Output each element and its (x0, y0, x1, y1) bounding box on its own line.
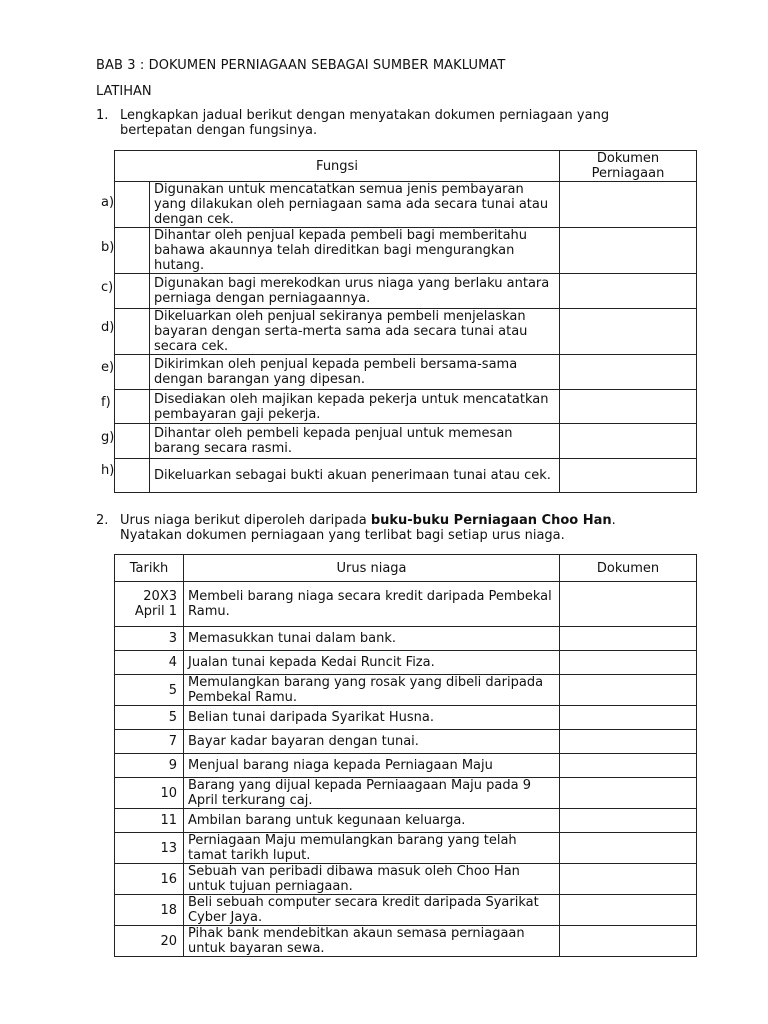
answer-cell[interactable] (560, 809, 697, 833)
answer-cell[interactable] (560, 926, 697, 957)
header-urus-niaga: Urus niaga (184, 555, 560, 582)
answer-cell[interactable] (560, 309, 697, 355)
date-cell: 4 (115, 651, 184, 675)
function-text: Digunakan bagi merekodkan urus niaga yang berlaku antara perniaga dengan perniagaannya. (150, 274, 560, 309)
transaction-text: Jualan tunai kepada Kedai Runcit Fiza. (184, 651, 560, 675)
answer-cell[interactable] (560, 274, 697, 309)
row-label-d: d) (101, 320, 115, 335)
date-cell: 5 (115, 675, 184, 706)
page-title: BAB 3 : DOKUMEN PERNIAGAAN SEBAGAI SUMBER MAKLUMAT (96, 58, 506, 73)
function-text: Dihantar oleh penjual kepada pembeli bagi memberitahu bahawa akaunnya telah direditkan bagi mengurangkan hutang. (150, 228, 560, 274)
row-label-e: e) (101, 360, 115, 375)
transaction-text: Bayar kadar bayaran dengan tunai. (184, 730, 560, 754)
answer-cell[interactable] (560, 424, 697, 459)
answer-cell[interactable] (560, 651, 697, 675)
answer-cell[interactable] (560, 582, 697, 627)
date-cell: 7 (115, 730, 184, 754)
question-number: 1. (96, 108, 109, 123)
transaction-text: Sebuah van peribadi dibawa masuk oleh Choo Han untuk tujuan perniagaan. (184, 864, 560, 895)
date-cell: 9 (115, 754, 184, 778)
transaction-text: Memasukkan tunai dalam bank. (184, 627, 560, 651)
table-row (115, 809, 697, 833)
function-text: Dikirimkan oleh penjual kepada pembeli bersama-sama dengan barangan yang dipesan. (150, 355, 560, 390)
question-text-line2: Nyatakan dokumen perniagaan yang terlibat bagi setiap urus niaga. (120, 528, 565, 543)
transaction-text: Beli sebuah computer secara kredit daripada Syarikat Cyber Jaya. (184, 895, 560, 926)
table-header-row (115, 151, 697, 182)
answer-cell[interactable] (560, 730, 697, 754)
function-text: Dihantar oleh pembeli kepada penjual untuk memesan barang secara rasmi. (150, 424, 560, 459)
date-cell: 3 (115, 627, 184, 651)
date-cell: 11 (115, 809, 184, 833)
row-label (115, 309, 150, 355)
table-row (115, 390, 697, 424)
row-label (115, 274, 150, 309)
answer-cell[interactable] (560, 355, 697, 390)
question-number: 2. (96, 513, 109, 528)
header-fungsi: Fungsi (115, 151, 560, 182)
row-label (115, 424, 150, 459)
date-cell: 20X3 April 1 (115, 582, 184, 627)
row-label (115, 182, 150, 228)
answer-cell[interactable] (560, 228, 697, 274)
answer-cell[interactable] (560, 778, 697, 809)
answer-cell[interactable] (560, 754, 697, 778)
function-text: Dikeluarkan sebagai bukti akuan penerimaan tunai atau cek. (150, 459, 560, 493)
table-row (115, 309, 697, 355)
header-dokumen: Dokumen (560, 555, 697, 582)
answer-cell[interactable] (560, 390, 697, 424)
transaction-text: Menjual barang niaga kepada Perniagaan Maju (184, 754, 560, 778)
transaction-text: Pihak bank mendebitkan akaun semasa perniagaan untuk bayaran sewa. (184, 926, 560, 957)
row-label-c: c) (101, 280, 114, 295)
table-row (115, 895, 697, 926)
row-label (115, 459, 150, 493)
date-cell: 20 (115, 926, 184, 957)
function-table (114, 150, 697, 493)
answer-cell[interactable] (560, 706, 697, 730)
table-row (115, 424, 697, 459)
answer-cell[interactable] (560, 675, 697, 706)
answer-cell[interactable] (560, 833, 697, 864)
table-row (115, 228, 697, 274)
transaction-text: Belian tunai daripada Syarikat Husna. (184, 706, 560, 730)
table-row (115, 864, 697, 895)
table-row (115, 582, 697, 627)
table-row (115, 459, 697, 493)
section-label: LATIHAN (96, 84, 152, 99)
table-row (115, 355, 697, 390)
row-label-h: h) (101, 463, 115, 478)
table-row (115, 675, 697, 706)
question-text: Lengkapkan jadual berikut dengan menyatakan dokumen perniagaan yang bertepatan dengan fungsinya. (120, 108, 610, 138)
business-books-name: buku-buku Perniagaan Choo Han (370, 513, 612, 528)
header-tarikh: Tarikh (115, 555, 184, 582)
row-label-f: f) (101, 395, 111, 410)
transaction-text: Ambilan barang untuk kegunaan keluarga. (184, 809, 560, 833)
question-text-end: . (611, 513, 616, 528)
answer-cell[interactable] (560, 864, 697, 895)
question-text-start: Urus niaga berikut diperoleh daripada (120, 513, 371, 528)
header-dokumen: Dokumen Perniagaan (560, 151, 697, 182)
function-text: Disediakan oleh majikan kepada pekerja untuk mencatatkan pembayaran gaji pekerja. (150, 390, 560, 424)
table-row (115, 730, 697, 754)
transaction-text: Membeli barang niaga secara kredit daripada Pembekal Ramu. (184, 582, 560, 627)
date-cell: 5 (115, 706, 184, 730)
function-text: Dikeluarkan oleh penjual sekiranya pembeli menjelaskan bayaran dengan serta-merta sama ada secara tunai atau secara cek. (150, 309, 560, 355)
answer-cell[interactable] (560, 627, 697, 651)
answer-cell[interactable] (560, 895, 697, 926)
function-text: Digunakan untuk mencatatkan semua jenis pembayaran yang dilakukan oleh perniagaan sama ada secara tunai atau dengan cek. (150, 182, 560, 228)
table-row (115, 182, 697, 228)
table-row (115, 833, 697, 864)
row-label (115, 355, 150, 390)
table-row (115, 627, 697, 651)
date-cell: 16 (115, 864, 184, 895)
transaction-text: Memulangkan barang yang rosak yang dibeli daripada Pembekal Ramu. (184, 675, 560, 706)
date-cell: 13 (115, 833, 184, 864)
date-cell: 10 (115, 778, 184, 809)
table-row (115, 754, 697, 778)
transaction-table (114, 554, 697, 957)
table-row (115, 274, 697, 309)
answer-cell[interactable] (560, 182, 697, 228)
table-row (115, 778, 697, 809)
row-label (115, 390, 150, 424)
row-label-b: b) (101, 240, 115, 255)
table-row (115, 651, 697, 675)
transaction-text: Barang yang dijual kepada Perniaagaan Maju pada 9 April terkurang caj. (184, 778, 560, 809)
row-label-g: g) (101, 430, 115, 445)
answer-cell[interactable] (560, 459, 697, 493)
table-row (115, 706, 697, 730)
question-text (120, 513, 640, 543)
table-header-row (115, 555, 697, 582)
row-label (115, 228, 150, 274)
date-cell: 18 (115, 895, 184, 926)
row-label-a: a) (101, 195, 115, 210)
table-row (115, 926, 697, 957)
transaction-text: Perniagaan Maju memulangkan barang yang telah tamat tarikh luput. (184, 833, 560, 864)
